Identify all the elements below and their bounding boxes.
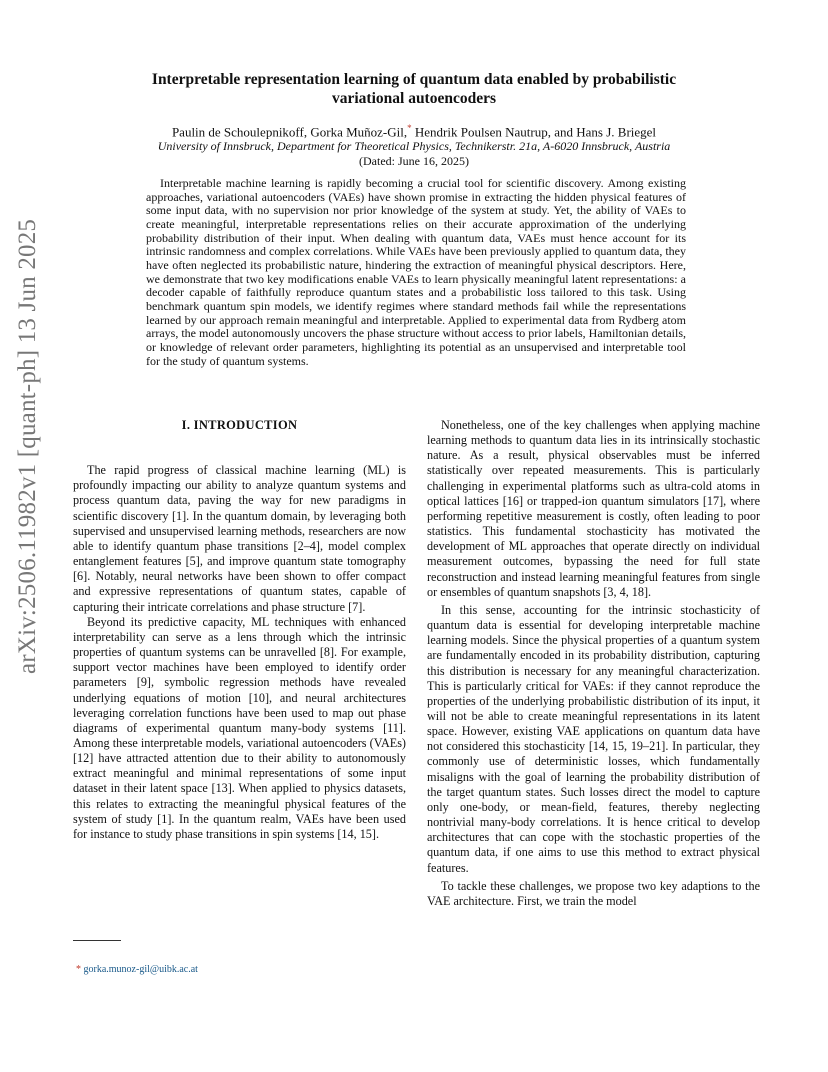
- arxiv-identifier: arXiv:2506.11982v1 [quant-ph] 13 Jun 2025: [14, 218, 41, 674]
- corresponding-author-mark[interactable]: *: [407, 123, 412, 133]
- right-column: [427, 418, 760, 909]
- authors-part-1: Paulin de Schoulepnikoff, Gorka Muñoz-Gil,: [171, 124, 408, 140]
- left-column: [73, 418, 406, 842]
- intro-paragraph-5: To tackle these challenges, we propose two key adaptions to the VAE architecture. First, we train the model: [427, 878, 760, 908]
- title-line-1: Interpretable representation learning of quantum data enabled by probabilistic: [151, 71, 677, 88]
- intro-paragraph-2: Beyond its predictive capacity, ML techniques with enhanced interpretability can serve as a lens through which the intrinsic properties of quantum systems can be unravelled [8]. For example, support vector machines have been employed to identify order parameters [9], symbolic regression methods have revealed underlying equations of motion [10], and neural architectures leveraging correlation functions have been used to map out phase diagrams of experimental quantum many-body systems [11]. Among these interpretable models, variational autoencoders (VAEs) [12] have attracted attention due to their ability to autonomously extract meaningful and minimal representations of some input dataset in their latent space [13]. When applied to physics datasets, this relates to extracting the meaningful physical features of the system of study [1]. In the quantum realm, VAEs have been used for instance to study phase transitions in spin systems [14, 15].: [73, 614, 406, 841]
- section-heading-introduction: I. INTRODUCTION: [181, 418, 298, 432]
- intro-paragraph-4: In this sense, accounting for the intrinsic stochasticity of quantum data is essential for developing interpretable machine learning models. Since the physical properties of a quantum system are fundamentally encoded in its probability distribution, capturing this distribution is necessary for any meaningful characterization. This is particularly critical for VAEs: if they cannot reproduce the properties of the underlying probabilistic distribution of its input, it will not be able to create meaningful representations in its latent space. However, existing VAE applications on quantum data have not considered this stochasticity [14, 15, 19–21]. In particular, they commonly use of deterministic losses, which fundamentally misaligns with the goal of learning the probability distribution of the target quantum states. Such losses direct the model to capture only one-body, or mean-field, features, thereby neglecting nontrivial many-body correlations. It is hence critical to develop architectures that can cope with the stochastic properties of the quantum data, if one aims to use this method to extract physical features.: [427, 602, 760, 875]
- date: (Dated: June 16, 2025): [359, 154, 469, 168]
- footnote-mark: *: [76, 964, 81, 975]
- intro-paragraph-3: Nonetheless, one of the key challenges when applying machine learning methods to quantum data lies in its intrinsically stochastic nature. As a result, physical observables must be inferred statistically over repeated measurements. This is particularly challenging in experimental platforms such as ultra-cold atoms in optical lattices [16] or trapped-ion quantum simulators [17], where performing repetitive measurement is costly, often leading to poor statistics. This fundamental stochasticity has motivated the development of ML approaches that operate directly on individual measurement outcomes, bypassing the need for full state reconstruction and instead learning meaningful features from single or ensembles of quantum snapshots [3, 4, 18].: [427, 418, 760, 599]
- footnote-email-link[interactable]: gorka.munoz-gil@uibk.ac.at: [83, 964, 198, 975]
- authors: [80, 123, 748, 140]
- footnote-rule: [73, 940, 121, 941]
- affiliation: University of Innsbruck, Department for Theoretical Physics, Technikerstr. 21a, A-6020 Innsbruck, Austria: [157, 139, 671, 153]
- abstract: Interpretable machine learning is rapidly becoming a crucial tool for scientific discovery. Among existing approaches, variational autoencoders (VAEs) have shown promise in extracting the hidden physical features of some input data, with no supervision nor prior knowledge of the system at study. Yet, the ability of VAEs to create meaningful, interpretable representations relies on their accurate approximation of the underlying probability distribution of their input. When dealing with quantum data, VAEs must hence account for its intrinsic randomness and complex correlations. While VAEs have been previously applied to quantum data, they have often neglected its probabilistic nature, hindering the extraction of meaningful physical descriptors. Here, we demonstrate that two key modifications enable VAEs to learn physically meaningful latent representations: a decoder capable of faithfully reproduce quantum states and a probabilistic loss tailored to this task. Using benchmark quantum spin models, we identify regimes where standard methods fail while the representations learned by our approach remain meaningful and interpretable. Applied to experimental data from Rydberg atom arrays, the model autonomously uncovers the phase structure without access to prior labels, Hamiltonian details, or knowledge of relevant order parameters, highlighting its potential as an unsupervised and interpretable tool for the study of quantum systems.: [146, 176, 686, 368]
- authors-part-2: Hendrik Poulsen Nautrup, and Hans J. Briegel: [411, 124, 657, 140]
- intro-paragraph-1: The rapid progress of classical machine learning (ML) is profoundly impacting our ability to analyze quantum systems and process quantum data, paving the way for new paradigms in scientific discovery [1]. In the quantum domain, by leveraging both supervised and unsupervised learning methods, researchers are now able to identify quantum phase transitions [2–4], model complex entanglement features [5], and improve quantum state tomography [6]. Notably, neural networks have been shown to offer compact and expressive representations of quantum states, capable of capturing their intricate correlations and phase structure [7].: [73, 463, 406, 614]
- paper-title: [80, 70, 748, 108]
- footnote: [76, 964, 198, 975]
- title-line-2: variational autoencoders: [331, 90, 497, 107]
